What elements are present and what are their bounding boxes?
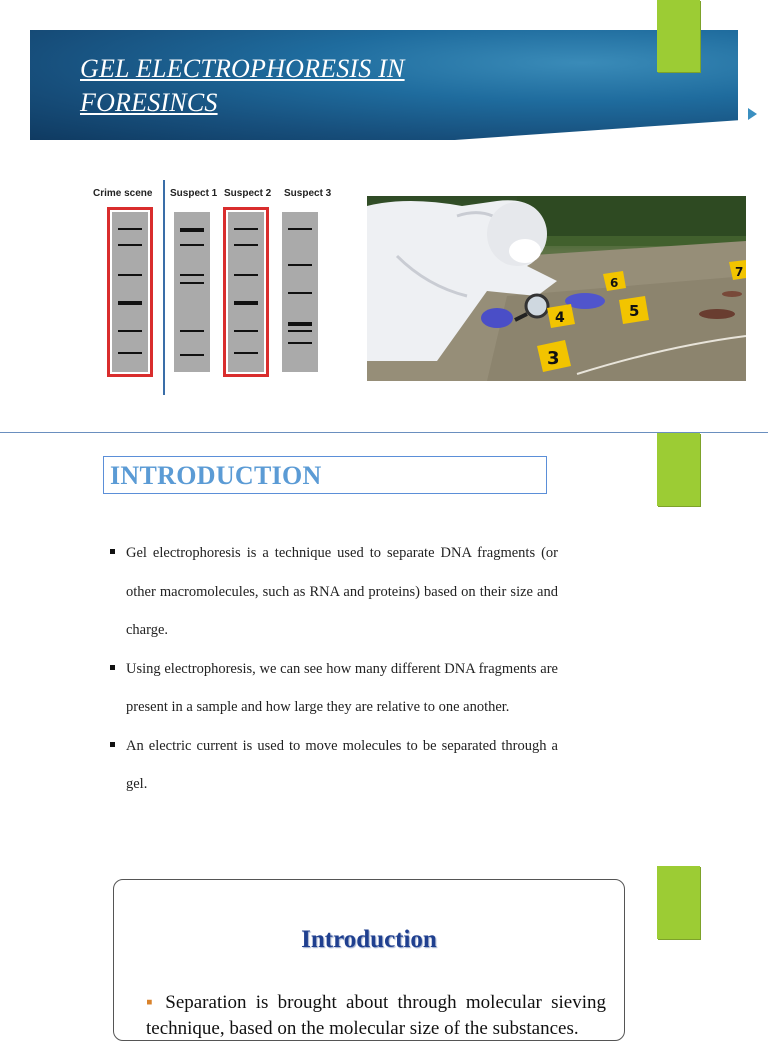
lane-label-suspect-2: Suspect 2: [224, 188, 272, 199]
gel-band: [234, 244, 258, 246]
gel-band: [118, 274, 142, 276]
gel-band: [118, 301, 142, 305]
gel-figure: [88, 180, 338, 395]
gel-band: [234, 301, 258, 305]
gel-lane-suspect-3: [282, 212, 318, 372]
gel-band: [288, 330, 312, 332]
gel-band: [288, 342, 312, 344]
evidence-marker-3: 3: [547, 348, 560, 369]
gel-band: [288, 322, 312, 326]
intro-card: [113, 879, 625, 1041]
green-accent-tab: [657, 866, 700, 939]
gel-band: [234, 352, 258, 354]
intro-heading: INTRODUCTION: [110, 461, 322, 490]
play-arrow-icon[interactable]: [748, 108, 757, 120]
gel-band: [234, 274, 258, 276]
intro-heading-box: [103, 456, 547, 494]
gel-band: [180, 244, 204, 246]
green-accent-tab: [657, 0, 700, 72]
intro-bullet-list: [108, 534, 558, 804]
gel-band: [180, 282, 204, 284]
slide-divider: [0, 432, 768, 433]
slide-title: GEL ELECTROPHORESIS IN FORESINCS: [80, 54, 405, 117]
crime-scene-illustration: [367, 196, 746, 381]
lane-label-suspect-3: Suspect 3: [284, 188, 332, 199]
gel-band: [118, 352, 142, 354]
crime-scene-photo: [367, 196, 746, 381]
card-bullet-content: Separation is brought about through molecular sieving technique, based on the molecular size of the substances.: [146, 992, 606, 1039]
gel-lane-suspect-2: [228, 212, 264, 372]
gel-divider-line: [163, 180, 165, 395]
gel-band: [118, 244, 142, 246]
gel-band: [180, 228, 204, 232]
evidence-marker-4: 4: [555, 310, 565, 326]
lane-label-crime-scene: Crime scene: [93, 188, 153, 199]
gel-band: [234, 330, 258, 332]
slide-1: [0, 0, 768, 432]
card-title: Introduction: [301, 926, 437, 953]
gel-band: [180, 274, 204, 276]
gel-band: [118, 228, 142, 230]
bullet-item: An electric current is used to move molecules to be separated through a gel.: [108, 727, 558, 804]
gel-band: [118, 330, 142, 332]
gel-band: [288, 264, 312, 266]
green-accent-tab: [657, 433, 700, 506]
gel-lane-suspect-1: [174, 212, 210, 372]
lane-label-suspect-1: Suspect 1: [170, 188, 218, 199]
gel-band: [180, 354, 204, 356]
bullet-item: Using electrophoresis, we can see how many different DNA fragments are present in a sample and how large they are relative to one another.: [108, 650, 558, 727]
gel-band: [288, 228, 312, 230]
bullet-icon: ▪: [146, 992, 158, 1013]
gel-band: [234, 228, 258, 230]
evidence-marker-6: 6: [610, 276, 619, 290]
card-bullet-text: [146, 990, 606, 1042]
gel-lane-crime-scene: [112, 212, 148, 372]
evidence-marker-7: 7: [735, 265, 744, 279]
bullet-item: Gel electrophoresis is a technique used to separate DNA fragments (or other macromolecules, such as RNA and proteins) based on their size and charge.: [108, 534, 558, 650]
evidence-marker-5: 5: [629, 302, 640, 320]
gel-band: [288, 292, 312, 294]
gel-band: [180, 330, 204, 332]
